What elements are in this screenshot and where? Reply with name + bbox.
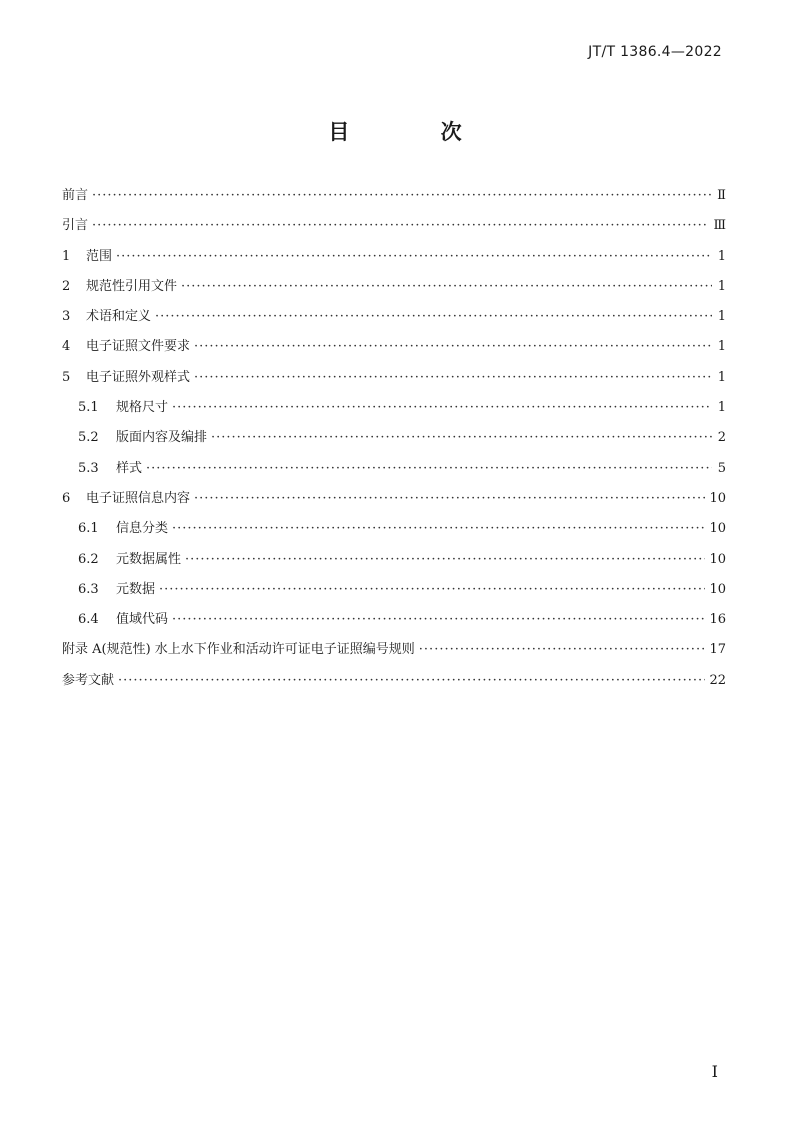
toc-entry-page: 17 [709, 642, 726, 658]
toc-entry[interactable] [62, 302, 726, 332]
toc-entry[interactable] [62, 484, 726, 514]
toc-entry-page: 5 [717, 460, 726, 476]
toc-entry[interactable] [62, 605, 726, 635]
toc-dot-leader [172, 605, 705, 635]
page-number: Ⅰ [711, 1062, 718, 1081]
toc-dot-leader [146, 454, 712, 484]
toc-entry-page: 10 [709, 490, 726, 506]
toc-dot-leader [116, 242, 712, 272]
toc-entry-number: 4 [62, 339, 71, 355]
toc-entry-number: 6 [62, 490, 71, 506]
toc-entry-title: 前言 [62, 188, 89, 203]
toc-entry-title: 电子证照文件要求 [86, 339, 191, 355]
toc-dot-leader [194, 332, 712, 362]
toc-entry-page: 2 [717, 430, 726, 446]
toc-entry-page: 1 [717, 248, 726, 264]
toc-entry[interactable] [62, 666, 726, 696]
toc-entry[interactable] [62, 514, 726, 544]
toc-entry-page: 1 [717, 278, 726, 294]
toc-entry-title: 元数据 [116, 581, 156, 597]
toc-entry-title: 电子证照信息内容 [86, 490, 191, 506]
toc-entry-title: 规格尺寸 [116, 400, 169, 416]
standard-code: JT/T 1386.4—2022 [588, 44, 722, 60]
toc-entry-number: 2 [62, 278, 71, 294]
toc-entry-page: Ⅲ [713, 218, 726, 234]
toc-dot-leader [92, 211, 709, 241]
toc-entry-number: 5 [62, 369, 71, 385]
toc-entry-title: 元数据属性 [116, 551, 182, 567]
toc-entry[interactable] [62, 363, 726, 393]
toc-dot-leader [155, 302, 712, 332]
toc-entry[interactable] [62, 211, 726, 241]
toc-entry-title: 电子证照外观样式 [86, 369, 191, 385]
toc-entry-page: 1 [717, 309, 726, 325]
toc-entry-number: 5.2 [78, 430, 99, 446]
toc-dot-leader [159, 575, 705, 605]
toc-entry-page: Ⅱ [717, 188, 726, 203]
page-title: 目 次 [328, 120, 504, 144]
toc-dot-leader [118, 666, 705, 696]
toc-entry-title: 信息分类 [116, 521, 169, 537]
toc-entry-title: 范围 [86, 248, 113, 264]
toc-dot-leader [92, 181, 712, 211]
table-of-contents [62, 181, 726, 696]
toc-entry[interactable] [62, 575, 726, 605]
toc-dot-leader [194, 363, 712, 393]
toc-entry-page: 1 [717, 400, 726, 416]
toc-entry-page: 1 [717, 369, 726, 385]
toc-entry-title: 样式 [116, 460, 143, 476]
toc-dot-leader [185, 545, 705, 575]
toc-dot-leader [194, 484, 705, 514]
toc-entry-number: 5.3 [78, 460, 99, 476]
toc-entry-number: 6.3 [78, 581, 99, 597]
toc-entry[interactable] [62, 545, 726, 575]
toc-entry-title: 术语和定义 [86, 309, 152, 325]
toc-dot-leader [419, 635, 706, 665]
toc-entry-number: 1 [62, 248, 71, 264]
toc-entry-page: 10 [709, 551, 726, 567]
toc-entry-page: 1 [717, 339, 726, 355]
toc-entry[interactable] [62, 332, 726, 362]
toc-entry-number: 6.4 [78, 612, 99, 628]
toc-entry-title: 参考文献 [62, 672, 115, 688]
toc-entry[interactable] [62, 454, 726, 484]
toc-entry[interactable] [62, 181, 726, 211]
toc-dot-leader [181, 272, 712, 302]
toc-dot-leader [172, 393, 712, 423]
toc-entry-title: 引言 [62, 218, 89, 234]
toc-entry-title: 版面内容及编排 [116, 430, 208, 446]
toc-dot-leader [172, 514, 705, 544]
toc-entry-number: 6.2 [78, 551, 99, 567]
toc-entry[interactable] [62, 393, 726, 423]
toc-entry-number: 6.1 [78, 521, 99, 537]
toc-entry-number: 3 [62, 309, 71, 325]
toc-entry-number: 5.1 [78, 400, 99, 416]
toc-entry[interactable] [62, 635, 726, 665]
toc-entry-page: 10 [709, 581, 726, 597]
toc-entry-page: 22 [709, 672, 726, 688]
toc-entry-title: 规范性引用文件 [86, 278, 178, 294]
toc-entry-title: 值域代码 [116, 612, 169, 628]
toc-entry[interactable] [62, 242, 726, 272]
toc-entry[interactable] [62, 272, 726, 302]
toc-entry-title: 附录 A(规范性) 水上水下作业和活动许可证电子证照编号规则 [62, 642, 415, 658]
toc-entry[interactable] [62, 423, 726, 453]
toc-entry-page: 16 [709, 612, 726, 628]
toc-entry-page: 10 [709, 521, 726, 537]
toc-dot-leader [211, 423, 712, 453]
